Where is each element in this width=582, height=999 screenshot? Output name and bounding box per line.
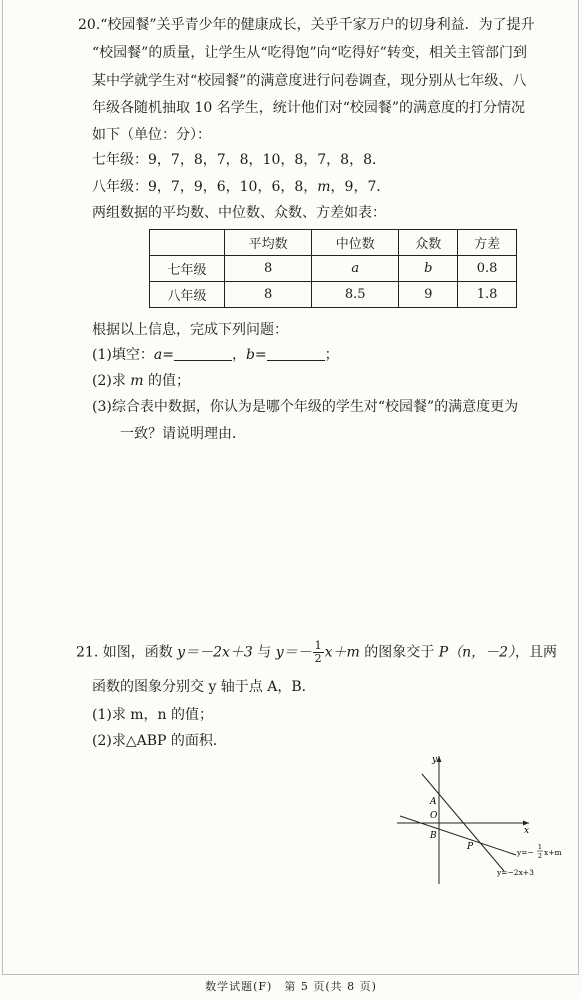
- svg-text:1: 1: [537, 843, 543, 851]
- q21-line-1: 21. 如图，函数 y＝－2x＋3 与 y＝－ $\frac{1}{2}$ x＋m 的图象交于 P（n，－2），且两: [76, 639, 558, 665]
- q20-line-5: 如下（单位：分）：: [92, 127, 211, 143]
- table-intro: 两组数据的平均数、中位数、众数、方差如表：: [92, 205, 386, 221]
- table-header-cell: [150, 230, 225, 256]
- table-header-cell: 中位数: [312, 230, 399, 256]
- table-cell: 8: [225, 256, 312, 282]
- q20-line-3: 某中学就学生对“校园餐”的满意度进行问卷调查，现分别从七年级、八: [92, 73, 527, 89]
- answer-blank-a[interactable]: [174, 346, 232, 361]
- label-point-b: B: [430, 831, 437, 841]
- table-cell: 8.5: [312, 282, 399, 308]
- table-cell: 八年级: [150, 282, 225, 308]
- table-cell: a: [312, 256, 399, 282]
- label-line-half: [516, 843, 562, 860]
- part-1-fill: (1)填空：a= ，b= ；: [92, 347, 339, 363]
- answer-blank-b[interactable]: [267, 346, 325, 361]
- table-cell: 七年级: [150, 256, 225, 282]
- instruction: 根据以上信息，完成下列问题：: [92, 322, 288, 338]
- table-header-row: [150, 230, 517, 256]
- label-point-a: A: [430, 797, 437, 807]
- part-3-line-1: (3)综合表中数据，你认为是哪个年级的学生对“校园餐”的满意度更为: [92, 399, 519, 415]
- label-x: x: [524, 826, 530, 836]
- table-cell: 1.8: [458, 282, 517, 308]
- page-footer: 数学试题(F) 第 5 页(共 8 页): [205, 980, 377, 993]
- q20-line-1: 20.“校园餐”关乎青少年的健康成长，关乎千家万户的切身利益．为了提升: [78, 17, 535, 33]
- part-2: (2)求 m 的值；: [92, 373, 191, 389]
- q20-line-2: “校园餐”的质量，让学生从“吃得饱”向“吃得好”转变，相关主管部门到: [92, 45, 527, 61]
- stats-table: [149, 229, 517, 308]
- table-header-cell: 平均数: [225, 230, 312, 256]
- y-axis-arrow: [437, 756, 442, 762]
- table-cell: 8: [225, 282, 312, 308]
- part-3-line-2: 一致？请说明理由．: [120, 426, 246, 442]
- label-point-p: P: [467, 842, 474, 852]
- svg-text:2: 2: [537, 852, 543, 860]
- table-cell: 0.8: [458, 256, 517, 282]
- label-line-2x: y=−2x+3: [497, 868, 534, 877]
- table-header-cell: 众数: [399, 230, 458, 256]
- q21-line-2: 函数的图象分别交 y 轴于点 A，B．: [92, 679, 316, 695]
- grade7-scores: 七年级：9，7，8，7，8，10，8，7，8，8．: [92, 152, 386, 168]
- line-neg-half-x-plus-m: [400, 816, 516, 855]
- label-origin: O: [430, 811, 438, 821]
- svg-text:x+m: x+m: [544, 848, 562, 857]
- table-cell: 9: [399, 282, 458, 308]
- table-row: [150, 256, 517, 282]
- q20-line-4: 年级各随机抽取 10 名学生，统计他们对“校园餐”的满意度的打分情况: [92, 100, 526, 116]
- table-row: [150, 282, 517, 308]
- x-axis-arrow: [523, 821, 529, 826]
- grade8-scores: 八年级：9，7，9，6，10，6，8，m，9，7．: [92, 179, 391, 195]
- svg-text:y=−: y=−: [517, 848, 534, 857]
- q21-part-2: (2)求△ABP 的面积．: [92, 733, 227, 749]
- function-graph: [392, 752, 572, 887]
- table-header-cell: 方差: [458, 230, 517, 256]
- table-cell: b: [399, 256, 458, 282]
- fraction-half: $\frac{1}{2}$: [314, 639, 322, 665]
- q21-part-1: (1)求 m，n 的值；: [92, 707, 214, 723]
- label-y: y: [432, 755, 438, 765]
